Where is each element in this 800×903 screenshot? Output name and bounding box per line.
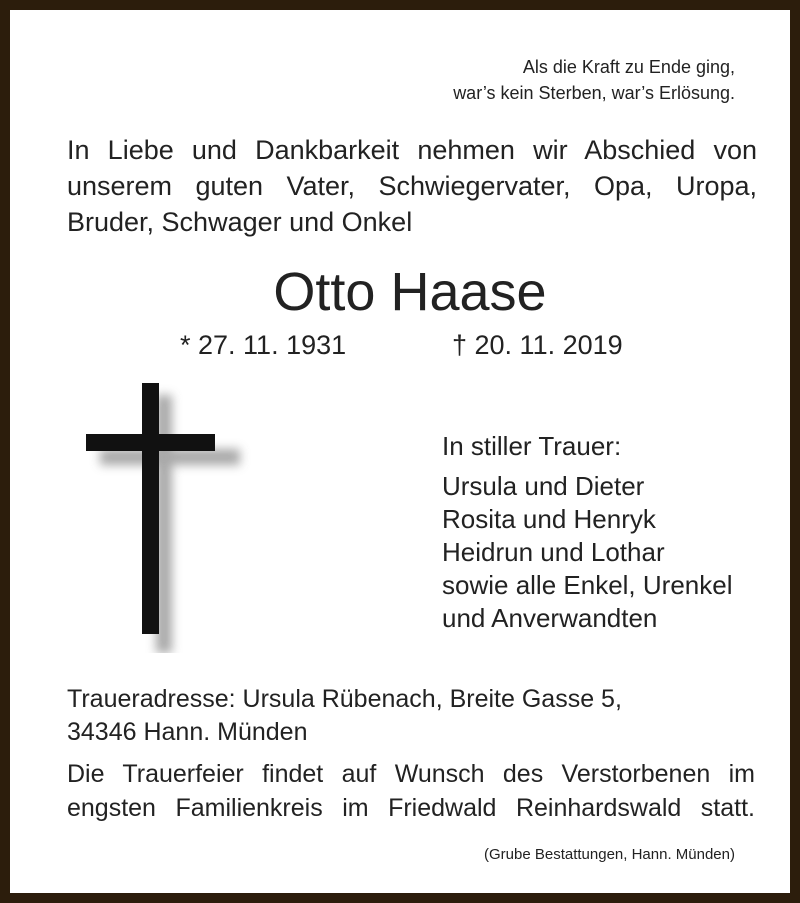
mourners-list — [442, 430, 732, 635]
mourner-name: und Anverwandten — [442, 603, 658, 633]
deceased-name: Otto Haase — [273, 262, 547, 322]
mourning-address — [67, 683, 622, 749]
mourners-heading: In stiller Trauer: — [442, 431, 622, 461]
mourner-name: Heidrun und Lothar — [442, 537, 665, 567]
address-line: 34346 Hann. Münden — [67, 718, 308, 746]
mourner-name: Ursula und Dieter — [442, 471, 645, 501]
address-line: Traueradresse: Ursula Rübenach, Breite Gasse 5, — [67, 685, 622, 713]
mourner-name: sowie alle Enkel, Urenkel — [442, 570, 733, 600]
motto-line: Als die Kraft zu Ende ging, — [522, 57, 735, 77]
intro-line: In Liebe und Dankbarkeit nehmen wir Abschied von — [67, 135, 757, 165]
undertaker-credit: (Grube Bestattungen, Hann. Münden) — [484, 846, 735, 863]
motto-line: war’s kein Sterben, war’s Erlösung. — [453, 83, 735, 103]
intro-line: unserem guten Vater, Schwiegervater, Opa, Uropa, — [67, 171, 757, 201]
intro-line: Bruder, Schwager und Onkel — [67, 207, 413, 237]
ceremony-line: engsten Familienkreis im Friedwald Reinhardswald statt. — [67, 794, 755, 822]
birth-date: * 27. 11. 1931 — [180, 330, 347, 360]
death-date: † 20. 11. 2019 — [452, 330, 623, 360]
ceremony-note — [67, 757, 755, 825]
motto-quote — [335, 54, 735, 106]
mourner-name: Rosita und Henryk — [442, 504, 656, 534]
intro-text — [67, 132, 757, 240]
ceremony-line: Die Trauerfeier findet auf Wunsch des Verstorbenen im — [67, 760, 755, 788]
cross-icon — [84, 383, 254, 653]
